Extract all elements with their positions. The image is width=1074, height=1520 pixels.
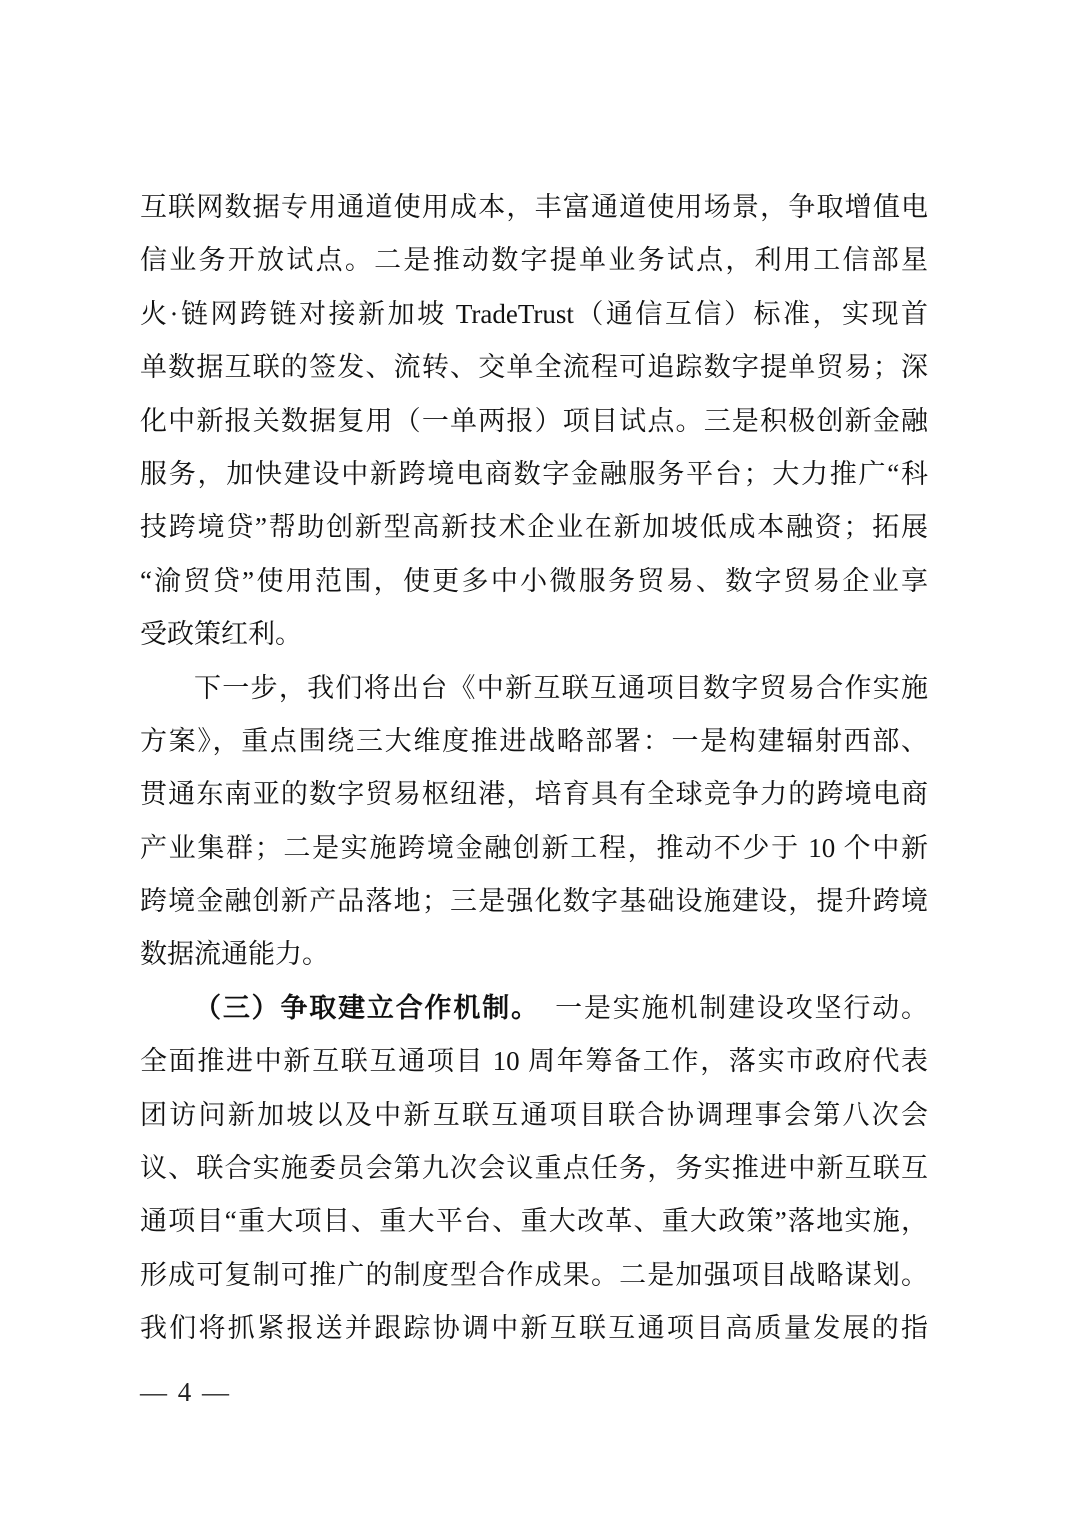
text-line: 通项目“重大项目、重大平台、重大改革、重大政策”落地实施， [140, 1206, 928, 1237]
text-line: 单数据互联的签发、流转、交单全流程可追踪数字提单贸易；深 [140, 352, 928, 383]
text-line: 信业务开放试点。二是推动数字提单业务试点，利用工信部星 [140, 245, 928, 276]
text-block [140, 181, 928, 1356]
text-line: 贯通东南亚的数字贸易枢纽港，培育具有全球竞争力的跨境电商 [140, 779, 928, 810]
text-line: 化中新报关数据复用（一单两报）项目试点。三是积极创新金融 [140, 405, 928, 436]
text-line-with-heading [140, 982, 928, 1035]
text-line: 全面推进中新互联互通项目 10 周年筹备工作，落实市政府代表 [140, 1046, 928, 1077]
text-line: “渝贸贷”使用范围，使更多中小微服务贸易、数字贸易企业享 [140, 565, 928, 596]
text-line: 技跨境贷”帮助创新型高新技术企业在新加坡低成本融资；拓展 [140, 512, 928, 543]
text-line: 跨境金融创新产品落地；三是强化数字基础设施建设，提升跨境 [140, 886, 928, 917]
text-line: 数据流通能力。 [140, 939, 329, 970]
page-number: — 4 — [140, 1377, 231, 1407]
text-segment: 一是实施机制建设攻坚行动。 [526, 992, 928, 1023]
text-line: 形成可复制可推广的制度型合作成果。二是加强项目战略谋划。 [140, 1259, 928, 1290]
text-line: 火·链网跨链对接新加坡 TradeTrust（通信互信）标准，实现首 [140, 298, 928, 329]
section-heading: （三）争取建立合作机制。 [194, 992, 527, 1023]
text-line: 受政策红利。 [140, 619, 302, 650]
text-line: 互联网数据专用通道使用成本，丰富通道使用场景，争取增值电 [140, 192, 928, 222]
text-line: 产业集群；二是实施跨境金融创新工程，推动不少于 10 个中新 [140, 832, 928, 863]
text-line: 方案》，重点围绕三大维度推进战略部署：一是构建辐射西部、 [140, 725, 928, 756]
text-line: 团访问新加坡以及中新互联互通项目联合协调理事会第八次会 [140, 1099, 928, 1130]
text-line: 服务，加快建设中新跨境电商数字金融服务平台；大力推广“科 [140, 458, 928, 489]
text-line: 我们将抓紧报送并跟踪协调中新互联互通项目高质量发展的指 [140, 1313, 928, 1344]
text-line: 下一步，我们将出台《中新互联互通项目数字贸易合作实施 [194, 672, 928, 703]
text-line: 议、联合实施委员会第九次会议重点任务，务实推进中新互联互 [140, 1153, 928, 1184]
